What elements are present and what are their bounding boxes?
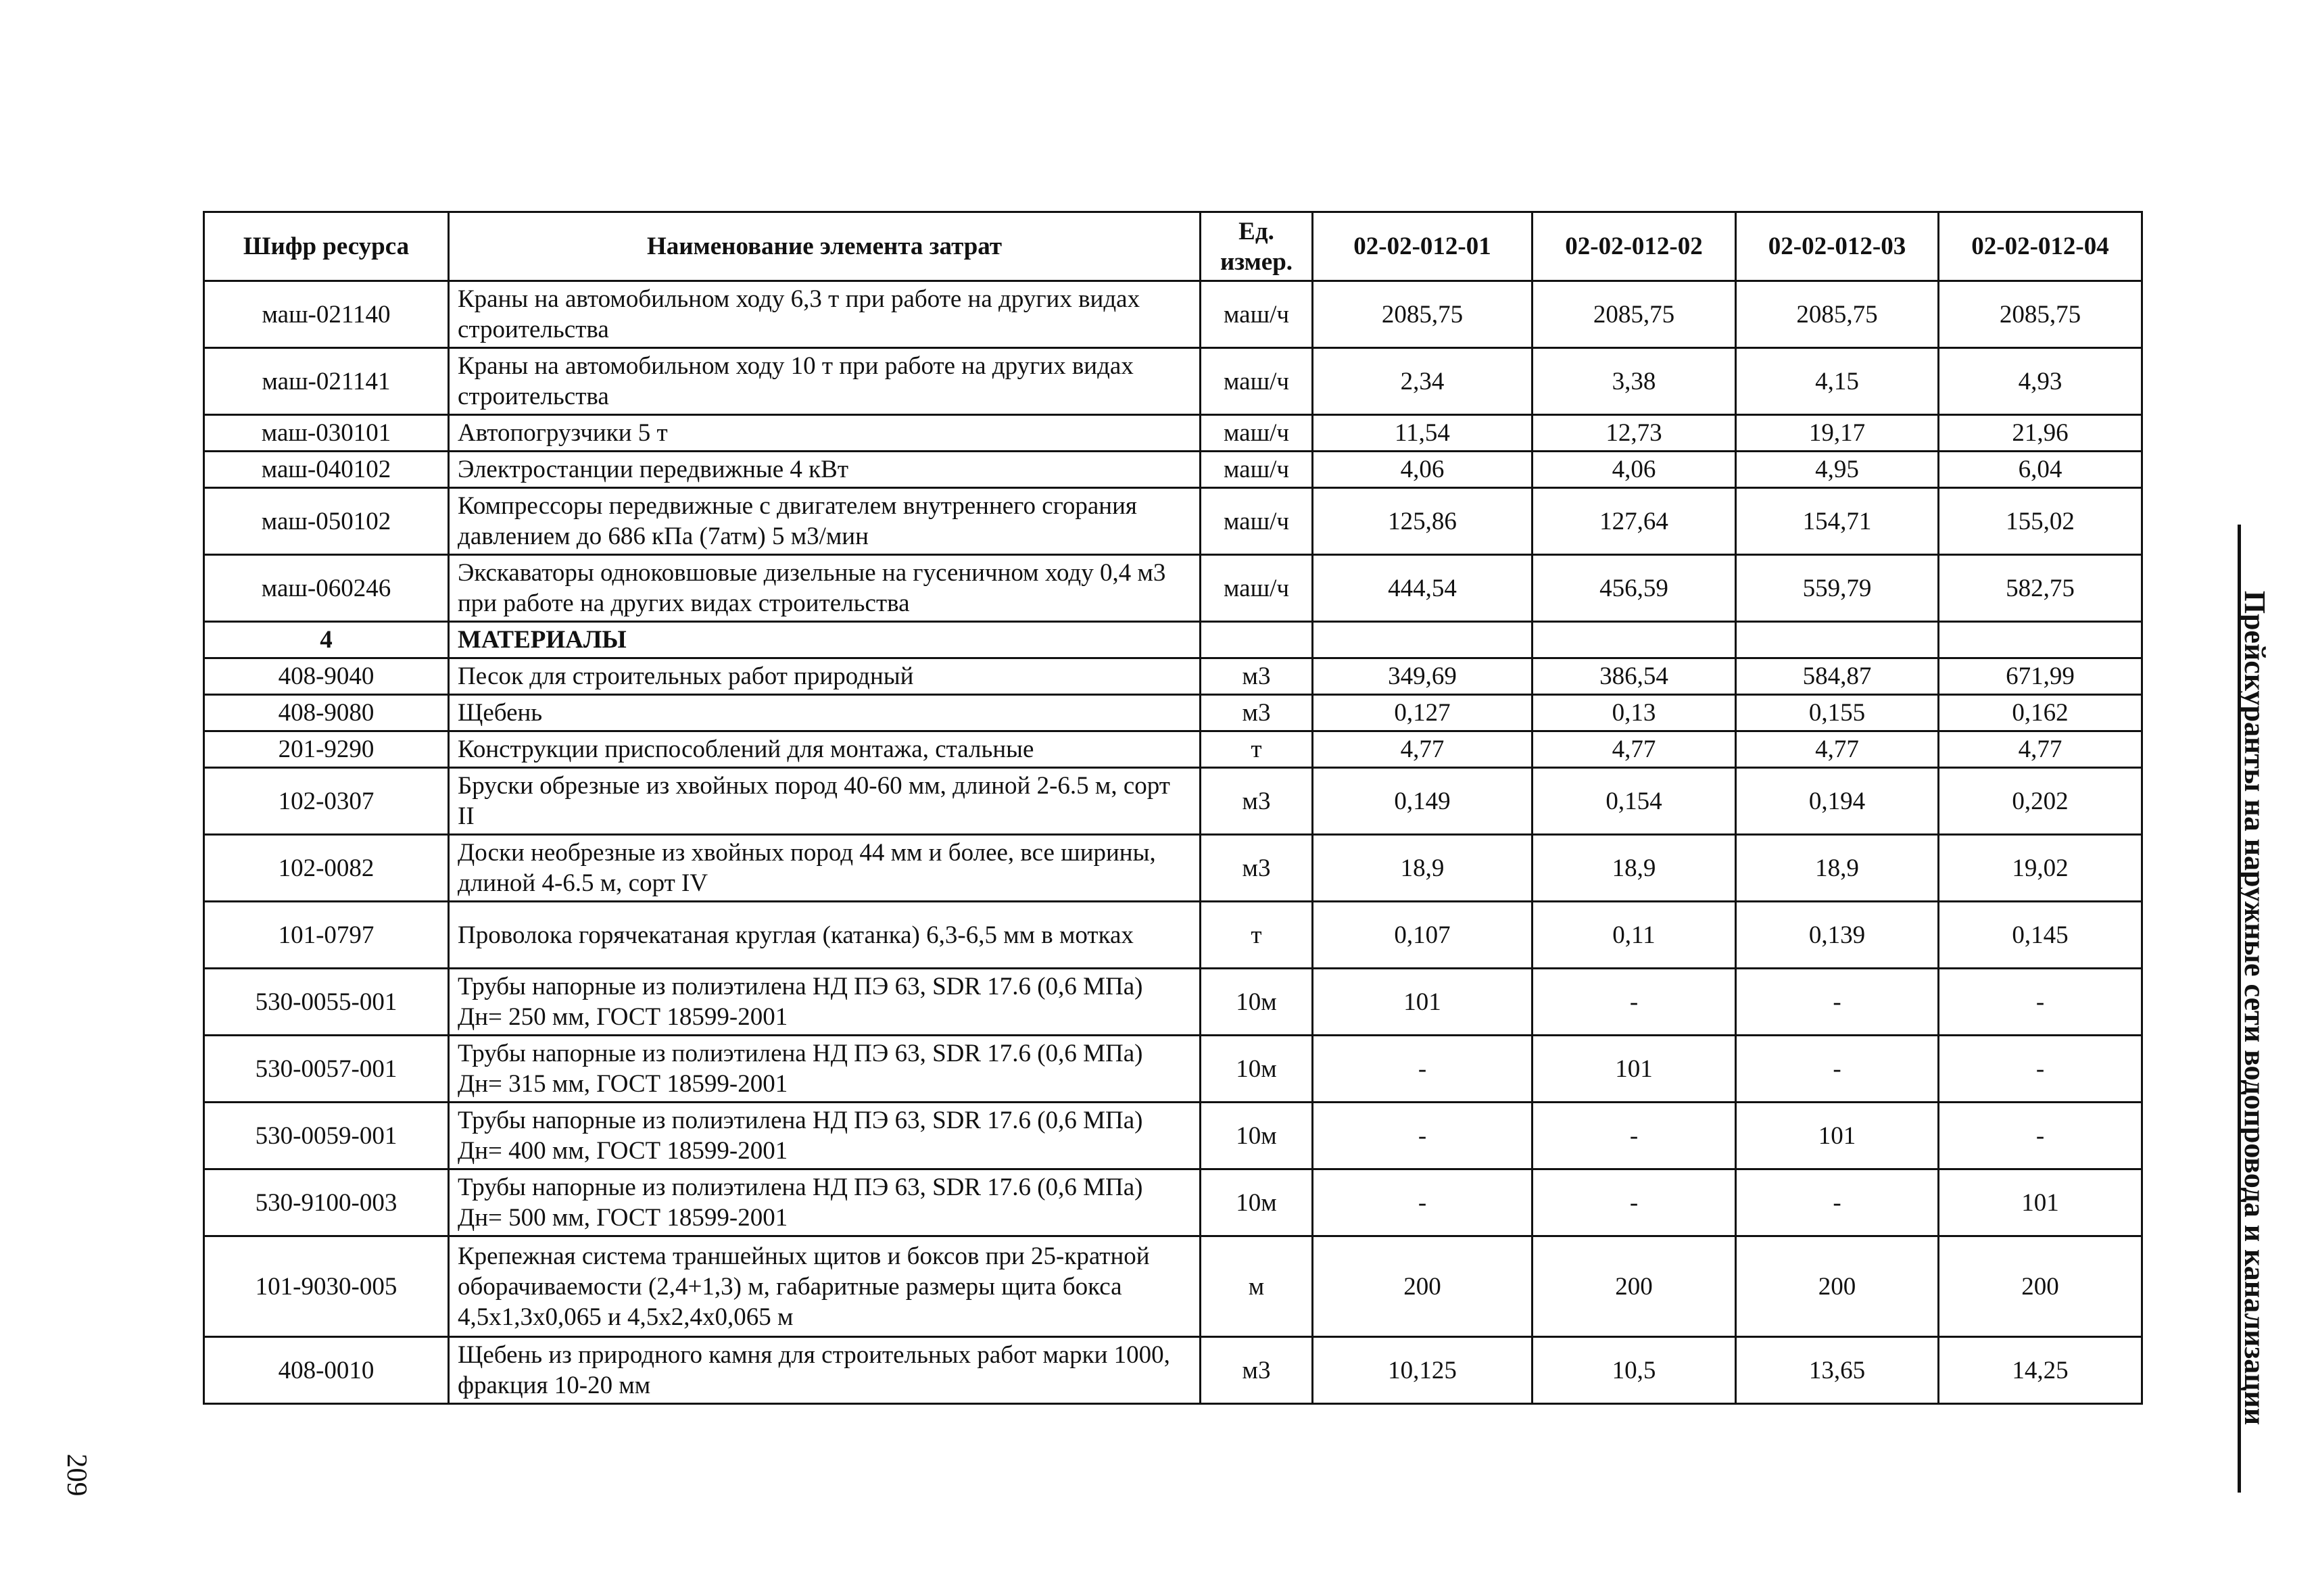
- cell-name: Проволока горячекатаная круглая (катанка) 6,3-6,5 мм в мотках: [449, 902, 1201, 969]
- cell-value: -: [1313, 1036, 1533, 1103]
- table-row: [204, 1236, 2142, 1337]
- cell-unit: 10м: [1201, 1103, 1313, 1169]
- cell-unit: 10м: [1201, 1036, 1313, 1103]
- cell-name: Доски необрезные из хвойных пород 44 мм и более, все ширины, длиной 4-6.5 м, сорт IV: [449, 835, 1201, 902]
- header-col-3: 02-02-012-03: [1736, 212, 1939, 281]
- cell-value: 101: [1939, 1169, 2142, 1236]
- cell-unit: м3: [1201, 658, 1313, 695]
- cell-unit: м3: [1201, 695, 1313, 731]
- cell-value: 10,5: [1533, 1337, 1736, 1404]
- cell-value: 18,9: [1736, 835, 1939, 902]
- cell-unit: маш/ч: [1201, 452, 1313, 488]
- cell-value: 0,107: [1313, 902, 1533, 969]
- cell-unit: м: [1201, 1236, 1313, 1337]
- cell-code: 530-0059-001: [204, 1103, 449, 1169]
- cell-value: 2085,75: [1736, 281, 1939, 348]
- cell-name: Экскаваторы одноковшовые дизельные на гусеничном ходу 0,4 м3 при работе на других видах строительства: [449, 555, 1201, 622]
- cell-value: 6,04: [1939, 452, 2142, 488]
- cell-value: 21,96: [1939, 415, 2142, 452]
- table-row: [204, 415, 2142, 452]
- cell-value: -: [1736, 1169, 1939, 1236]
- cell-value: -: [1533, 1103, 1736, 1169]
- section-number: 4: [204, 622, 449, 658]
- cell-value: 127,64: [1533, 488, 1736, 555]
- cell-code: 102-0082: [204, 835, 449, 902]
- table-row: [204, 835, 2142, 902]
- cell-name: Трубы напорные из полиэтилена НД ПЭ 63, SDR 17.6 (0,6 МПа) Дн= 250 мм, ГОСТ 18599-2001: [449, 969, 1201, 1036]
- table-row: [204, 731, 2142, 768]
- cell-value: 4,93: [1939, 348, 2142, 415]
- cell-value: 582,75: [1939, 555, 2142, 622]
- table-row: [204, 1036, 2142, 1103]
- cell-unit: м3: [1201, 835, 1313, 902]
- cell-unit: [1201, 622, 1313, 658]
- cell-unit: т: [1201, 902, 1313, 969]
- cell-name: Крепежная система траншейных щитов и боксов при 25-кратной оборачиваемости (2,4+1,3) м, габаритные размеры щита бокса 4,5x1,3x0,065 и 4,5x2,4x0,065 м: [449, 1236, 1201, 1337]
- cell-unit: т: [1201, 731, 1313, 768]
- cell-value: 200: [1313, 1236, 1533, 1337]
- cell-value: 3,38: [1533, 348, 1736, 415]
- table-row: [204, 1169, 2142, 1236]
- cell-value: 4,15: [1736, 348, 1939, 415]
- cell-value: 101: [1736, 1103, 1939, 1169]
- cell-code: 530-9100-003: [204, 1169, 449, 1236]
- cell-code: 201-9290: [204, 731, 449, 768]
- table-row: [204, 348, 2142, 415]
- table-row: [204, 969, 2142, 1036]
- cell-value: [1313, 622, 1533, 658]
- cell-value: 4,77: [1313, 731, 1533, 768]
- cell-name: Щебень: [449, 695, 1201, 731]
- cell-name: Автопогрузчики 5 т: [449, 415, 1201, 452]
- table-row: [204, 902, 2142, 969]
- cell-value: 349,69: [1313, 658, 1533, 695]
- section-title: МАТЕРИАЛЫ: [449, 622, 1201, 658]
- cell-code: маш-060246: [204, 555, 449, 622]
- cell-value: 125,86: [1313, 488, 1533, 555]
- cell-value: 10,125: [1313, 1337, 1533, 1404]
- cell-value: 12,73: [1533, 415, 1736, 452]
- table-row: [204, 452, 2142, 488]
- table-header-row: [204, 212, 2142, 281]
- resource-table-container: [203, 211, 2143, 1405]
- cell-code: 101-0797: [204, 902, 449, 969]
- cell-name: Трубы напорные из полиэтилена НД ПЭ 63, SDR 17.6 (0,6 МПа) Дн= 500 мм, ГОСТ 18599-2001: [449, 1169, 1201, 1236]
- cell-value: 101: [1313, 969, 1533, 1036]
- cell-value: -: [1939, 1036, 2142, 1103]
- cell-value: 0,162: [1939, 695, 2142, 731]
- cell-value: -: [1736, 1036, 1939, 1103]
- cell-value: -: [1313, 1169, 1533, 1236]
- table-row: [204, 768, 2142, 835]
- section-row-materials: [204, 622, 2142, 658]
- cell-code: 101-9030-005: [204, 1236, 449, 1337]
- cell-value: 0,145: [1939, 902, 2142, 969]
- cell-name: Краны на автомобильном ходу 10 т при работе на других видах строительства: [449, 348, 1201, 415]
- table-row: [204, 1337, 2142, 1404]
- cell-value: 200: [1533, 1236, 1736, 1337]
- cell-value: 4,77: [1736, 731, 1939, 768]
- cell-code: 408-0010: [204, 1337, 449, 1404]
- cell-code: маш-050102: [204, 488, 449, 555]
- header-name: Наименование элемента затрат: [449, 212, 1201, 281]
- cell-value: 2085,75: [1939, 281, 2142, 348]
- cell-name: Электростанции передвижные 4 кВт: [449, 452, 1201, 488]
- cell-unit: 10м: [1201, 1169, 1313, 1236]
- cell-unit: маш/ч: [1201, 348, 1313, 415]
- cell-value: 559,79: [1736, 555, 1939, 622]
- cell-name: Трубы напорные из полиэтилена НД ПЭ 63, SDR 17.6 (0,6 МПа) Дн= 315 мм, ГОСТ 18599-2001: [449, 1036, 1201, 1103]
- cell-unit: 10м: [1201, 969, 1313, 1036]
- cell-value: 386,54: [1533, 658, 1736, 695]
- cell-code: маш-021140: [204, 281, 449, 348]
- cell-unit: маш/ч: [1201, 555, 1313, 622]
- cell-value: [1736, 622, 1939, 658]
- cell-value: 0,127: [1313, 695, 1533, 731]
- cell-value: 101: [1533, 1036, 1736, 1103]
- cell-value: 444,54: [1313, 555, 1533, 622]
- cell-name: Бруски обрезные из хвойных пород 40-60 мм, длиной 2-6.5 м, сорт II: [449, 768, 1201, 835]
- cell-value: 155,02: [1939, 488, 2142, 555]
- cell-unit: маш/ч: [1201, 415, 1313, 452]
- table-row: [204, 488, 2142, 555]
- cell-name: Компрессоры передвижные с двигателем внутреннего сгорания давлением до 686 кПа (7атм) 5 м3/мин: [449, 488, 1201, 555]
- cell-value: 0,139: [1736, 902, 1939, 969]
- table-row: [204, 1103, 2142, 1169]
- cell-value: 0,11: [1533, 902, 1736, 969]
- cell-value: 0,149: [1313, 768, 1533, 835]
- table-row: [204, 695, 2142, 731]
- header-code: Шифр ресурса: [204, 212, 449, 281]
- cell-value: 200: [1736, 1236, 1939, 1337]
- side-caption: Прейскуранты на наружные сети водопровода и канализации: [2238, 590, 2271, 1426]
- cell-value: 0,202: [1939, 768, 2142, 835]
- cell-value: 456,59: [1533, 555, 1736, 622]
- cell-code: 530-0057-001: [204, 1036, 449, 1103]
- cell-code: 408-9080: [204, 695, 449, 731]
- cell-value: 11,54: [1313, 415, 1533, 452]
- cell-value: 2085,75: [1533, 281, 1736, 348]
- cell-value: 584,87: [1736, 658, 1939, 695]
- cell-code: 408-9040: [204, 658, 449, 695]
- header-col-4: 02-02-012-04: [1939, 212, 2142, 281]
- cell-value: [1533, 622, 1736, 658]
- cell-name: Щебень из природного камня для строительных работ марки 1000, фракция 10-20 мм: [449, 1337, 1201, 1404]
- cell-value: -: [1939, 1103, 2142, 1169]
- cell-value: 2,34: [1313, 348, 1533, 415]
- cell-value: -: [1533, 1169, 1736, 1236]
- cell-unit: маш/ч: [1201, 281, 1313, 348]
- table-row: [204, 555, 2142, 622]
- cell-unit: м3: [1201, 1337, 1313, 1404]
- cell-code: маш-030101: [204, 415, 449, 452]
- cell-unit: маш/ч: [1201, 488, 1313, 555]
- cell-value: -: [1533, 969, 1736, 1036]
- cell-value: 0,13: [1533, 695, 1736, 731]
- cell-name: Конструкции приспособлений для монтажа, стальные: [449, 731, 1201, 768]
- cell-value: 154,71: [1736, 488, 1939, 555]
- cell-value: 19,17: [1736, 415, 1939, 452]
- cell-value: 0,155: [1736, 695, 1939, 731]
- header-col-1: 02-02-012-01: [1313, 212, 1533, 281]
- cell-code: 530-0055-001: [204, 969, 449, 1036]
- cell-value: 4,95: [1736, 452, 1939, 488]
- cell-value: 19,02: [1939, 835, 2142, 902]
- table-row: [204, 658, 2142, 695]
- cell-value: -: [1313, 1103, 1533, 1169]
- header-unit: Ед. измер.: [1201, 212, 1313, 281]
- cell-value: 200: [1939, 1236, 2142, 1337]
- cell-value: 4,06: [1533, 452, 1736, 488]
- cell-name: Краны на автомобильном ходу 6,3 т при работе на других видах строительства: [449, 281, 1201, 348]
- cell-value: -: [1736, 969, 1939, 1036]
- header-col-2: 02-02-012-02: [1533, 212, 1736, 281]
- cell-value: 0,194: [1736, 768, 1939, 835]
- cell-value: 4,06: [1313, 452, 1533, 488]
- cell-value: 671,99: [1939, 658, 2142, 695]
- cell-value: -: [1939, 969, 2142, 1036]
- cell-value: 13,65: [1736, 1337, 1939, 1404]
- cell-name: Трубы напорные из полиэтилена НД ПЭ 63, SDR 17.6 (0,6 МПа) Дн= 400 мм, ГОСТ 18599-2001: [449, 1103, 1201, 1169]
- cell-value: [1939, 622, 2142, 658]
- cell-value: 2085,75: [1313, 281, 1533, 348]
- cell-value: 18,9: [1533, 835, 1736, 902]
- cell-code: 102-0307: [204, 768, 449, 835]
- cell-code: маш-021141: [204, 348, 449, 415]
- cell-code: маш-040102: [204, 452, 449, 488]
- page-number: 209: [61, 1453, 92, 1497]
- cell-value: 18,9: [1313, 835, 1533, 902]
- cell-value: 4,77: [1939, 731, 2142, 768]
- cell-name: Песок для строительных работ природный: [449, 658, 1201, 695]
- table-row: [204, 281, 2142, 348]
- cell-value: 4,77: [1533, 731, 1736, 768]
- resource-table: [203, 211, 2143, 1405]
- cell-value: 14,25: [1939, 1337, 2142, 1404]
- cell-unit: м3: [1201, 768, 1313, 835]
- cell-value: 0,154: [1533, 768, 1736, 835]
